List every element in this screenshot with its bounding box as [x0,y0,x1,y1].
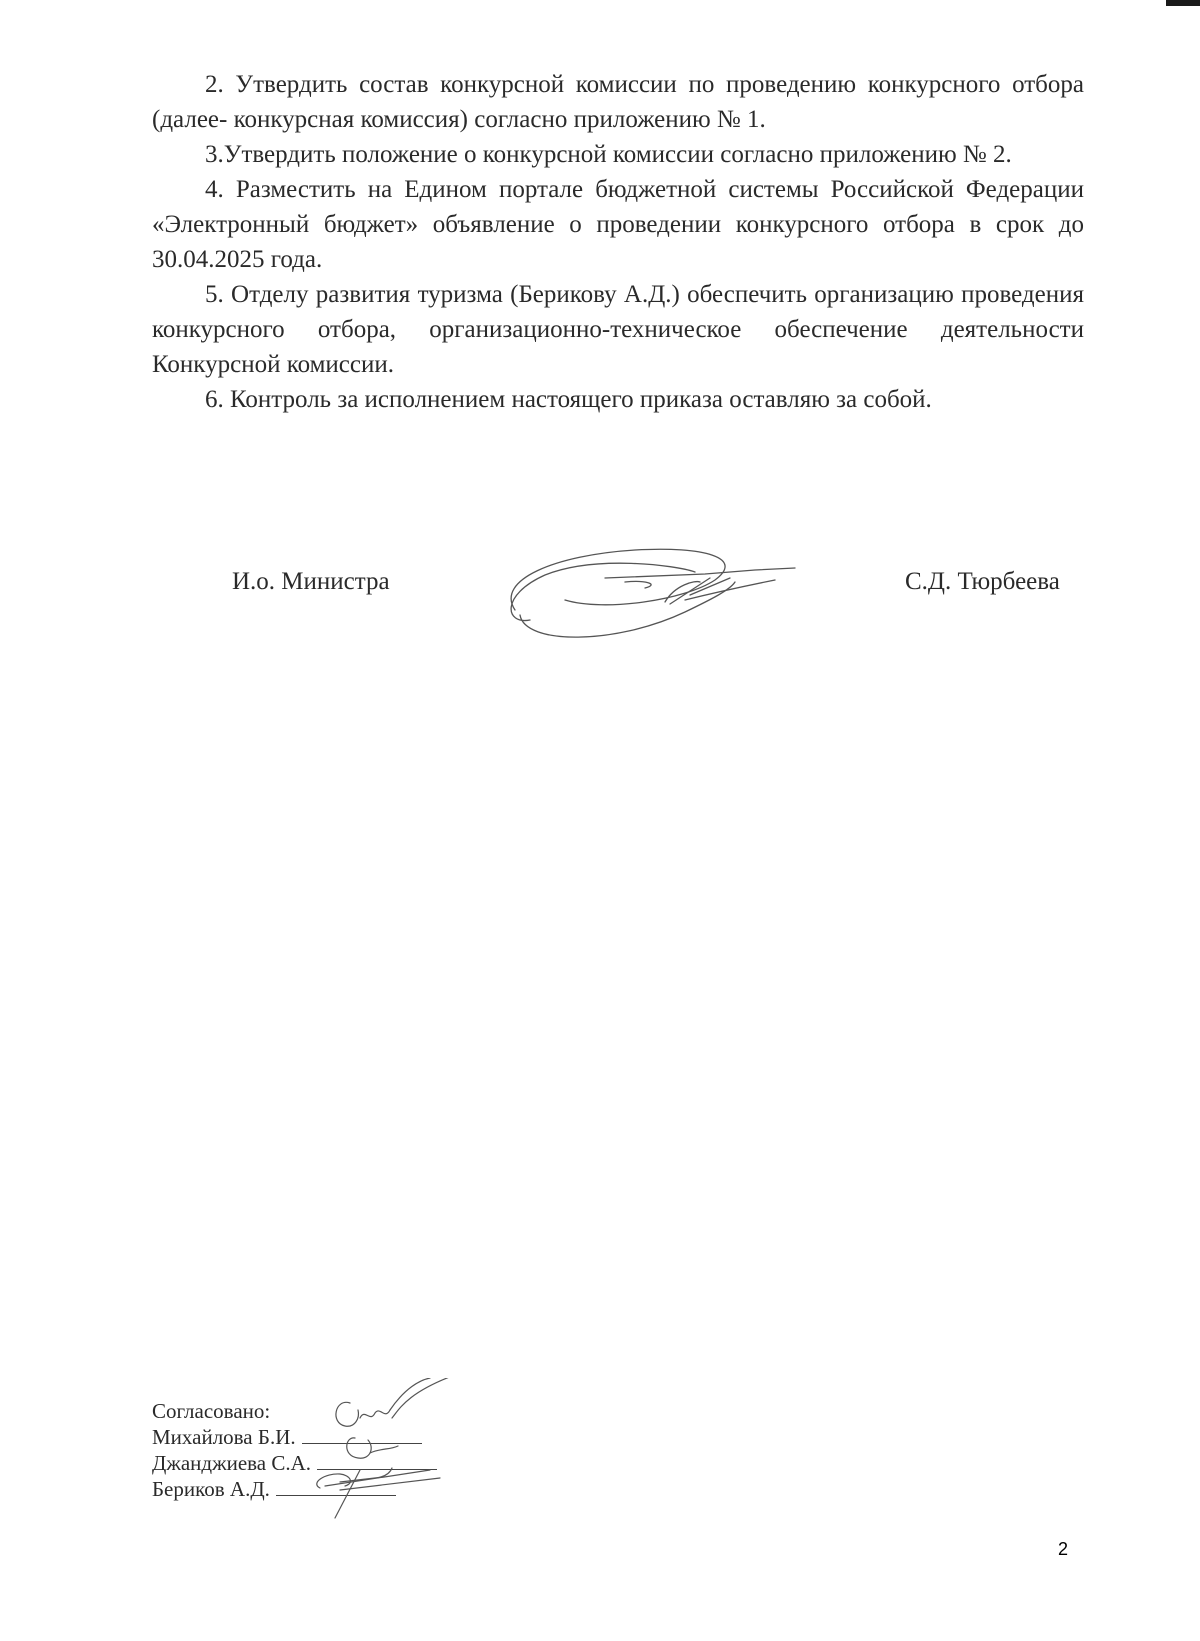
paragraph-4: 4. Разместить на Едином портале бюджетной системы Российской Федерации «Электронный бюджет» объявление о проведении конкурсного отбора в срок до 30.04.2025 года. [152,176,1084,273]
approval-person-name: Джанджиева С.А. [152,1451,312,1475]
handwritten-signature [495,540,815,650]
approval-person-name: Михайлова Б.И. [152,1425,296,1449]
approval-signatures [280,1378,470,1528]
signatory-name: С.Д. Тюрбеева [905,568,1060,595]
page-number: 2 [1058,1539,1069,1559]
paragraph-3: 3.Утвердить положение о конкурсной комиссии согласно приложению № 2. [205,141,1012,168]
signature-block [0,560,1200,650]
order-body [152,67,1084,417]
approval-person-name: Бериков А.Д. [152,1477,270,1501]
paragraph-5: 5. Отделу развития туризма (Берикову А.Д.) обеспечить организацию проведения конкурсного отбора, организационно-техническое обеспечение деятельности Конкурсной комиссии. [152,281,1084,378]
scan-corner-mark [1166,0,1200,6]
paragraph-2: 2. Утвердить состав конкурсной комиссии по проведению конкурсного отбора (далее- конкурсная комиссия) согласно приложению № 1. [152,71,1084,133]
paragraph-6: 6. Контроль за исполнением настоящего приказа оставляю за собой. [205,386,932,413]
signatory-position: И.о. Министра [232,568,390,595]
approval-title: Согласовано: [152,1399,271,1423]
